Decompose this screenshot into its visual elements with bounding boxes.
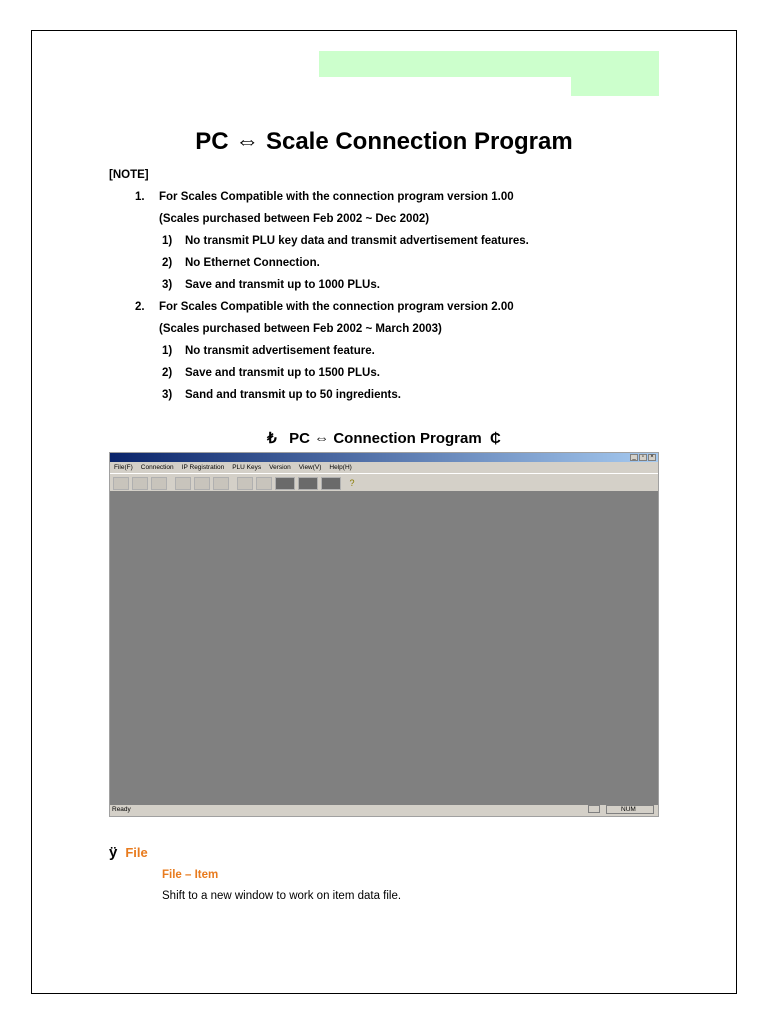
menu-file[interactable]: File(F)	[114, 464, 133, 471]
menu-plu-keys[interactable]: PLU Keys	[232, 464, 262, 471]
app-statusbar	[110, 804, 658, 816]
file-section-heading	[109, 844, 148, 861]
window-controls	[630, 454, 656, 461]
section-1-heading	[135, 191, 514, 203]
app-titlebar	[110, 453, 658, 462]
menu-version[interactable]: Version	[269, 464, 291, 471]
bullet-icon: ÿ	[109, 844, 118, 861]
caption-left-symbol: ₺	[267, 430, 277, 447]
app-menubar	[110, 462, 658, 473]
ingredients-icon[interactable]	[321, 477, 341, 490]
item-number: 2)	[162, 257, 173, 269]
cut-icon[interactable]	[175, 477, 191, 490]
section-2-number: 2.	[135, 301, 145, 313]
print-icon[interactable]	[194, 477, 210, 490]
menu-help[interactable]: Help(H)	[329, 464, 352, 471]
caption-right-symbol: ₵	[490, 430, 501, 447]
section-1-item	[162, 279, 380, 291]
file-item-subheading: File – Item	[162, 869, 219, 881]
section-1-item	[162, 257, 320, 269]
item-number: 1)	[162, 345, 173, 357]
close-icon[interactable]: ×	[648, 454, 656, 461]
section-1-sub: (Scales purchased between Feb 2002 ~ Dec 2002)	[159, 213, 430, 225]
item-text: Save and transmit up to 1000 PLUs.	[185, 279, 380, 291]
item-text: No transmit advertisement feature.	[185, 345, 375, 357]
caption-text: PC ⇔ Connection Program	[289, 430, 482, 447]
advertisement-icon[interactable]	[298, 477, 318, 490]
item-number: 3)	[162, 389, 173, 401]
maximize-icon[interactable]: ▫	[639, 454, 647, 461]
highlight-box-tab	[571, 77, 659, 96]
save-icon[interactable]	[151, 477, 167, 490]
section-2-item	[162, 367, 380, 379]
status-panel	[588, 805, 600, 813]
section-1-heading-text: For Scales Compatible with the connection program version 1.00	[159, 191, 514, 203]
open-folder-icon[interactable]	[132, 477, 148, 490]
minimize-icon[interactable]: _	[630, 454, 638, 461]
file-item-description: Shift to a new window to work on item data file.	[162, 890, 402, 902]
item-number: 3)	[162, 279, 173, 291]
new-file-icon[interactable]	[113, 477, 129, 490]
section-1-item	[162, 235, 529, 247]
transmit-icon[interactable]	[237, 477, 253, 490]
app-client-area	[110, 491, 658, 805]
highlight-box	[319, 51, 659, 77]
section-1-number: 1.	[135, 191, 145, 203]
status-text: Ready	[112, 806, 131, 813]
section-2-item	[162, 345, 375, 357]
preview-icon[interactable]	[213, 477, 229, 490]
section-2-heading-text: For Scales Compatible with the connection program version 2.00	[159, 301, 514, 313]
item-text: No transmit PLU key data and transmit advertisement features.	[185, 235, 529, 247]
item-number: 2)	[162, 367, 173, 379]
note-label: [NOTE]	[109, 169, 149, 181]
menu-connection[interactable]: Connection	[140, 464, 174, 471]
section-2-sub: (Scales purchased between Feb 2002 ~ March 2003)	[159, 323, 442, 335]
item-number: 1)	[162, 235, 173, 247]
menu-view[interactable]: View(V)	[298, 464, 322, 471]
edit-icon[interactable]	[256, 477, 272, 490]
app-window-screenshot	[109, 452, 659, 817]
page-title: PC ⇔ Scale Connection Program	[195, 128, 573, 155]
item-text: Save and transmit up to 1500 PLUs.	[185, 367, 380, 379]
item-text: No Ethernet Connection.	[185, 257, 320, 269]
section-2-heading	[135, 301, 514, 313]
menu-ip-registration[interactable]: IP Registration	[181, 464, 225, 471]
plu-keys-icon[interactable]	[275, 477, 295, 490]
item-text: Sand and transmit up to 50 ingredients.	[185, 389, 401, 401]
help-icon[interactable]: ?	[349, 477, 355, 488]
section-2-item	[162, 389, 401, 401]
app-toolbar	[110, 473, 658, 493]
num-lock-indicator: NUM	[606, 805, 654, 814]
figure-caption	[0, 429, 768, 447]
file-label: File	[125, 845, 148, 860]
